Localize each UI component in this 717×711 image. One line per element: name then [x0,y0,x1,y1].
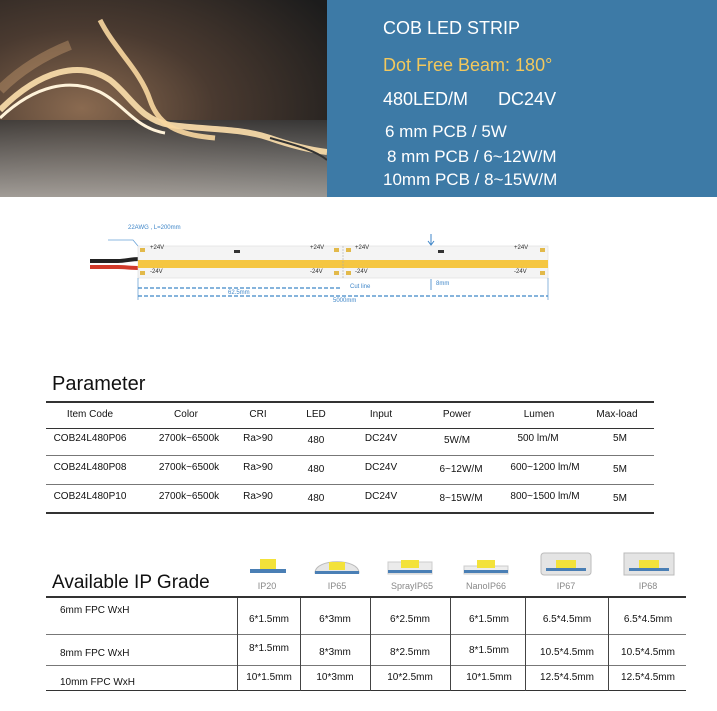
width-label: 8mm [436,281,450,287]
minus-label-3: -24V [355,269,368,275]
item-code: COB24L480P06 [53,433,127,444]
item-code: COB24L480P10 [53,491,127,502]
ip-grade-label: IP65 [327,581,347,591]
banner-pcb-10mm: 10mm PCB / 8~15W/M [383,170,558,189]
ip65-icon [312,554,362,576]
plus-label-3: +24V [355,245,370,251]
ip-row-rule [46,665,686,666]
lumen: 500 lm/M [517,433,559,444]
ip-cell: 6*2.5mm [389,614,431,625]
input: DC24V [364,462,398,473]
ip-col-divider [370,598,371,691]
color: 2700k~6500k [158,462,220,473]
led: 480 [307,493,325,504]
minus-label-1: -24V [150,269,163,275]
param-header-rule [46,428,654,429]
ip-col-divider [237,598,238,691]
param-header-cell: Max-load [596,409,638,420]
spray-ip65-icon [385,554,435,576]
plus-label-1: +24V [150,245,165,251]
ip-cell: 10*1.5mm [466,672,512,683]
minus-label-2: -24V [310,269,323,275]
banner-beam: Dot Free Beam: 180° [383,55,553,75]
banner-pcb-8mm: 8 mm PCB / 6~12W/M [387,147,557,166]
ip-grade-label: NanoIP66 [465,581,507,591]
input: DC24V [364,433,398,444]
ip-grade-label: IP68 [638,581,658,591]
param-bottom-rule [46,512,654,514]
ip-cell: 6.5*4.5mm [542,614,592,625]
max-load: 5M [613,493,627,504]
led: 480 [307,464,325,475]
nano-ip66-icon [461,554,511,576]
input: DC24V [364,491,398,502]
param-row-rule [46,484,654,485]
power: 6~12W/M [439,464,483,475]
ip-col-divider [450,598,451,691]
parameter-title: Parameter [52,373,146,395]
ip-cell: 6.5*4.5mm [623,614,673,625]
param-header-cell: Lumen [523,409,555,420]
ip68-icon [621,551,677,577]
ip-grade-label: IP20 [257,581,277,591]
item-code: COB24L480P08 [53,462,127,473]
ip-cell: 8*1.5mm [248,643,290,654]
cut-line-label: Cut line [350,284,371,290]
product-photo [0,0,327,197]
color: 2700k~6500k [158,491,220,502]
fpc-row-label: 6mm FPC WxH [60,605,130,616]
ip-col-divider [300,598,301,691]
ip-row-rule [46,634,686,635]
ip-cell: 10*1.5mm [246,672,292,683]
cut-length-label: 62.5mm [228,290,250,296]
spec-banner [327,0,717,197]
ip-cell: 10*2.5mm [387,672,433,683]
banner-title: COB LED STRIP [383,18,521,38]
param-header-cell: Power [442,409,472,420]
param-header-cell: Input [369,409,393,420]
param-header-cell: CRI [249,409,267,420]
fpc-row-label: 8mm FPC WxH [60,648,130,659]
strip-diagram [88,222,558,312]
cri: Ra>90 [243,462,273,473]
ip-cell: 12.5*4.5mm [540,672,594,683]
param-header-cell: Color [174,409,198,420]
ip-col-divider [525,598,526,691]
param-header-cell: LED [306,409,326,420]
ip-grade-label: IP67 [556,581,576,591]
param-top-rule [46,401,654,403]
minus-label-4: -24V [514,269,527,275]
ip-cell: 8*3mm [319,647,351,658]
ip67-icon [538,551,594,577]
ip-col-divider [608,598,609,691]
ip20-icon [248,554,288,576]
banner-spec: 480LED/M DC24V [383,89,557,109]
ip-cell: 6*1.5mm [248,614,290,625]
param-header-cell: Item Code [66,409,114,420]
cri: Ra>90 [243,433,273,444]
color: 2700k~6500k [158,433,220,444]
total-length-label: 5000mm [333,298,357,304]
power: 5W/M [443,435,471,446]
max-load: 5M [613,464,627,475]
fpc-row-label: 10mm FPC WxH [60,677,135,688]
lumen: 600~1200 lm/M [510,462,580,473]
ip-cell: 10.5*4.5mm [540,647,594,658]
power: 8~15W/M [439,493,483,504]
plus-label-4: +24V [514,245,529,251]
ip-cell: 8*2.5mm [389,647,431,658]
param-row-rule [46,455,654,456]
ip-top-rule [46,596,686,598]
ip-grade-title: Available IP Grade [52,572,210,593]
ip-cell: 10*3mm [316,672,354,683]
max-load: 5M [613,433,627,444]
banner-pcb-6mm: 6 mm PCB / 5W [385,122,507,141]
plus-label-2: +24V [310,245,325,251]
ip-cell: 12.5*4.5mm [621,672,675,683]
lumen: 800~1500 lm/M [510,491,580,502]
ip-grade-label: SprayIP65 [390,581,434,591]
cri: Ra>90 [243,491,273,502]
ip-bottom-rule [46,690,686,691]
ip-cell: 6*3mm [319,614,351,625]
wire-spec-label: 22AWG , L=200mm [128,225,181,231]
ip-cell: 8*1.5mm [468,645,510,656]
ip-cell: 10.5*4.5mm [621,647,675,658]
ip-cell: 6*1.5mm [468,614,510,625]
led: 480 [307,435,325,446]
